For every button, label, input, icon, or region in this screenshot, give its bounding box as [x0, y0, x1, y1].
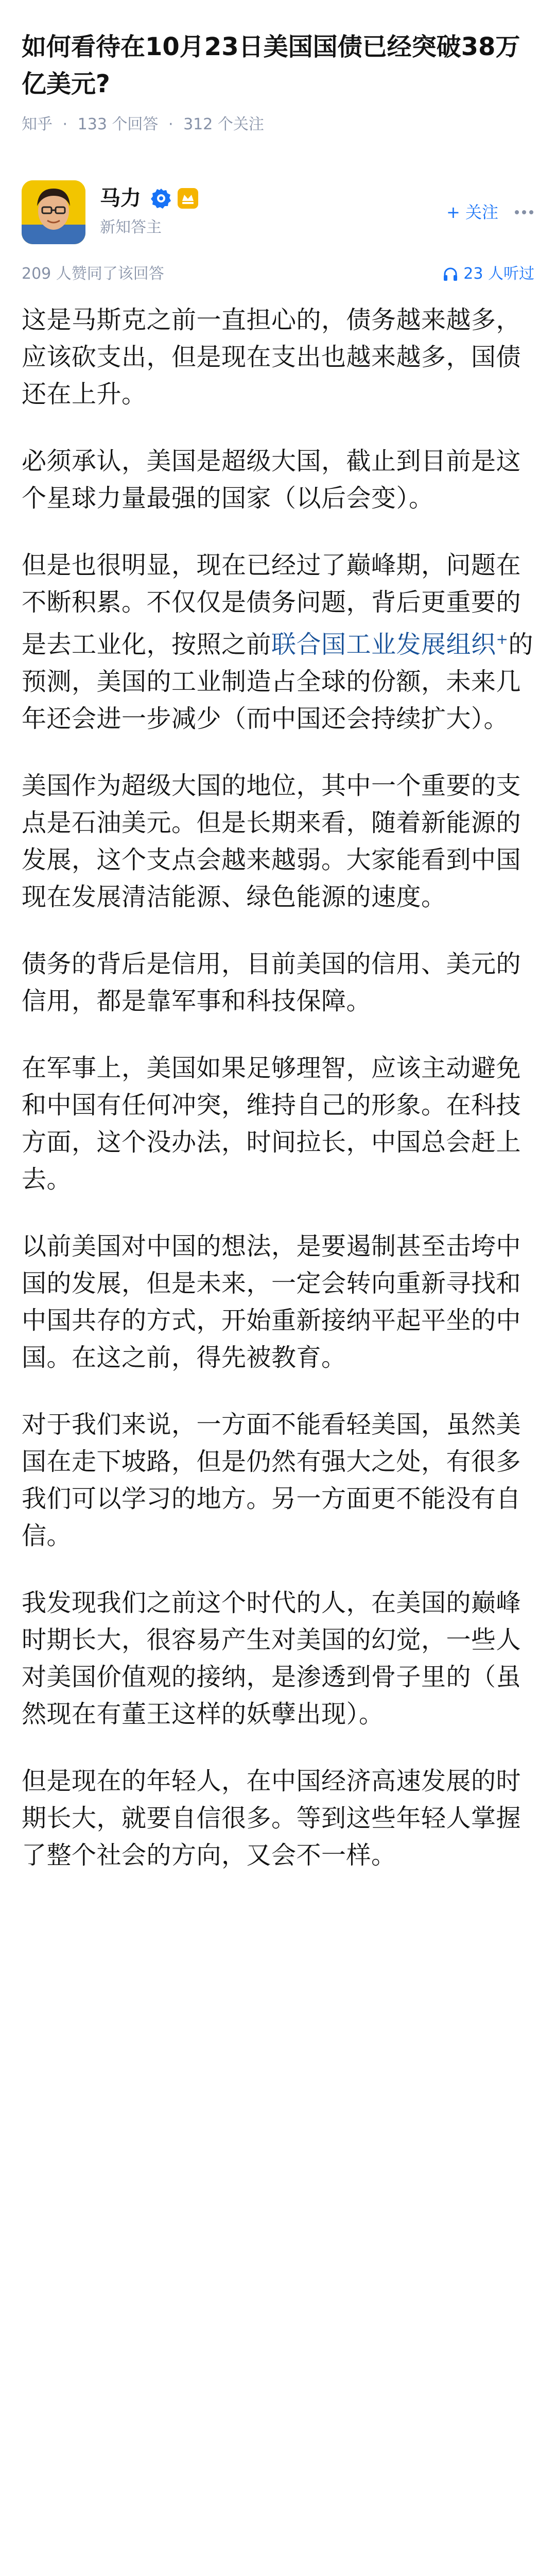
- avatar-image: [22, 180, 85, 244]
- author-subtitle: 新知答主: [100, 218, 162, 236]
- link-mark: +: [496, 631, 509, 648]
- paragraph: 对于我们来说，一方面不能看轻美国，虽然美国在走下坡路，但是仍然有强大之处，有很多我们可以学习的地方。另一方面更不能没有自信。: [22, 1410, 522, 1550]
- avatar[interactable]: [22, 180, 85, 244]
- paragraph-text: 但是也很明显，现在已经过了巅峰期，问题在不断积累。不仅仅是债务问题，背后更重要的是去工业化，按照之前: [22, 551, 522, 659]
- listen-count: 23 人听过: [463, 265, 534, 283]
- author-row: [22, 180, 534, 244]
- more-dots-icon[interactable]: [514, 201, 534, 224]
- un-industrial-org-link[interactable]: [271, 630, 508, 659]
- meta-separator: ·: [168, 115, 173, 133]
- question-title[interactable]: 如何看待在10月23日美国国债已经突破38万亿美元?: [22, 32, 520, 98]
- author-name[interactable]: 马力: [100, 187, 141, 210]
- paragraph: [22, 547, 536, 737]
- paragraph: 美国作为超级大国的地位，其中一个重要的支点是石油美元。但是长期来看，随着新能源的发展，这个支点会越来越弱。大家能看到中国现在发展清洁能源、绿色能源的速度。: [22, 771, 522, 911]
- paragraph: 必须承认，美国是超级大国，截止到目前是这个星球力量最强的国家（以后会变）。: [22, 447, 522, 513]
- listen-button[interactable]: [443, 263, 534, 285]
- blue-verified-icon: [150, 188, 172, 209]
- paragraph: 债务的背后是信用，目前美国的信用、美元的信用，都是靠军事和科技保障。: [22, 950, 522, 1015]
- gold-creator-badge-icon: [177, 188, 199, 209]
- upvote-count: 209 人赞同了该回答: [22, 265, 164, 283]
- follower-count: 312 个关注: [183, 115, 264, 133]
- stats-row: [22, 263, 534, 285]
- paragraph: 但是现在的年轻人，在中国经济高速发展的时期长大，就要自信很多。等到这些年轻人掌握了整个社会的方向，又会不一样。: [22, 1767, 522, 1870]
- meta-separator: ·: [62, 115, 68, 133]
- headphones-icon: [443, 266, 458, 282]
- paragraph: 我发现我们之前这个时代的人，在美国的巅峰时期长大，很容易产生对美国的幻觉，一些人对美国价值观的接纳，是渗透到骨子里的（虽然现在有董王这样的妖孽出现）。: [22, 1588, 522, 1728]
- paragraph: 在军事上，美国如果足够理智，应该主动避免和中国有任何冲突，维持自己的形象。在科技方面，这个没办法，时间拉长，中国总会赶上去。: [22, 1054, 522, 1194]
- answer-count: 133 个回答: [77, 115, 159, 133]
- source-label: 知乎: [22, 115, 53, 133]
- question-meta: [22, 114, 264, 135]
- follow-button[interactable]: + 关注: [446, 202, 498, 222]
- paragraph-text: 的预测，美国的工业制造占全球的份额，未来几年还会进一步减少（而中国还会持续扩大）。: [22, 630, 534, 733]
- paragraph: 以前美国对中国的想法，是要遏制甚至击垮中国的发展，但是未来，一定会转向重新寻找和中国共存的方式，开始重新接纳平起平坐的中国。在这之前，得先被教育。: [22, 1232, 522, 1372]
- answer-body: [22, 301, 536, 1904]
- link-label: 联合国工业发展组织: [271, 630, 496, 659]
- paragraph: 这是马斯克之前一直担心的，债务越来越多，应该砍支出，但是现在支出也越来越多，国债还在上升。: [22, 306, 522, 409]
